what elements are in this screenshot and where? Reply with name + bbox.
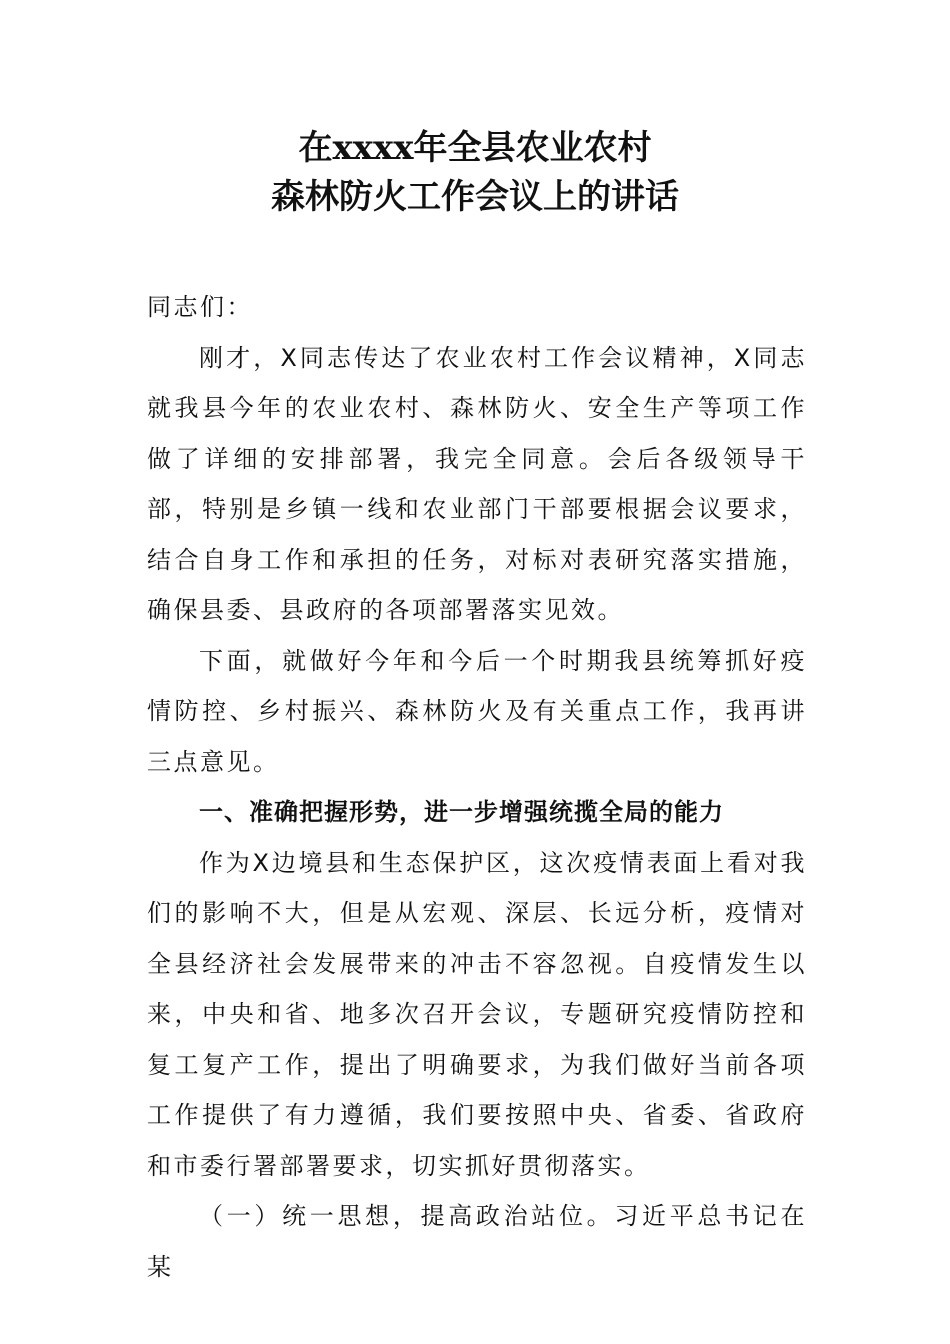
subsection-paragraph: （一）统一思想，提高政治站位。习近平总书记在某 — [147, 1202, 807, 1281]
overview-paragraph: 下面，就做好今年和今后一个时期我县统筹抓好疫情防控、乡村振兴、森林防火及有关重点工作，我再讲三点意见。 — [147, 646, 807, 776]
salutation: 同志们： — [147, 293, 253, 321]
document-title-line-1: 在xxxx年全县农业农村 — [298, 128, 652, 168]
document-title-line-2: 森林防火工作会议上的讲话 — [271, 177, 679, 217]
section-heading: 一、准确把握形势，进一步增强统揽全局的能力 — [199, 798, 724, 826]
opening-paragraph: 刚才，X同志传达了农业农村工作会议精神，X同志就我县今年的农业农村、森林防火、安全生产等项工作做了详细的安排部署，我完全同意。会后各级领导干部，特别是乡镇一线和农业部门干部要根据会议要求，结合自身工作和承担的任务，对标对表研究落实措施，确保县委、县政府的各项部署落实见效。 — [147, 343, 807, 624]
document-body — [147, 282, 807, 1292]
section-paragraph: 作为X边境县和生态保护区，这次疫情表面上看对我们的影响不大，但是从宏观、深层、长远分析，疫情对全县经济社会发展带来的冲击不容忽视。自疫情发生以来，中央和省、地多次召开会议，专题研究疫情防控和复工复产工作，提出了明确要求，为我们做好当前各项工作提供了有力遵循，我们要按照中央、省委、省政府和市委行署部署要求，切实抓好贯彻落实。 — [147, 848, 807, 1180]
